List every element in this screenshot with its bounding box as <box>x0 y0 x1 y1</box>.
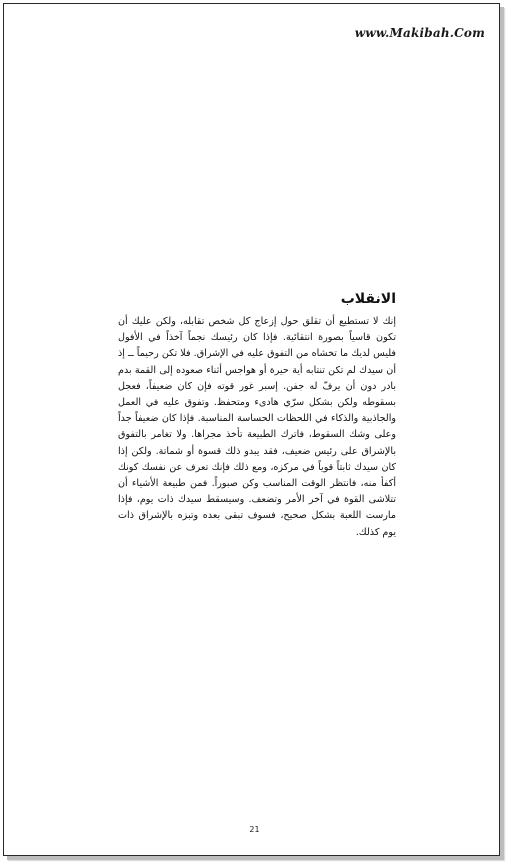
chapter-title: الانقلاب <box>340 291 396 307</box>
book-page <box>3 3 500 856</box>
chapter-section <box>118 290 396 541</box>
page-number: 21 <box>249 825 260 834</box>
chapter-paragraph: إنك لا تستطيع أن تقلق حول إزعاج كل شخص تقابله، ولكن عليك أن تكون قاسياً بصورة انتقائية. فإذا كان رئيسك نجماً آخذاً في الأفول فليس لديك ما تخشاه من التفوق عليه في الإشراق. فلا تكن رحيماً ــ إذ أن سيدك لم تكن تنتابه أية حيرة أو هواجس أثناء صعوده إلى القمة بدم بادر دون أن يرفّ له جفن. إسبر غور قوته فإن كان ضعيفاً، فعجل بسقوطه ولكن بشكل سرّي هادىء ومتحفظ. وتفوق عليه في العمل والجاذبية والذكاء في اللحظات الحساسة المناسبة. فإذا كان ضعيفاً جداً وعلى وشك السقوط، فاترك الطبيعة تأخذ مجراها. ولا تغامر بالتفوق بالإشراق على رئيس ضعيف، فقد يبدو ذلك قسوة أو شماتة. ولكن إذا كان سيدك ثابتاً قوياً في مركزه، ومع ذلك فإنك تعرف عن نفسك كونك أكفأ منه، فانتظر الوقت المناسب وكن صبوراً. فمن طبيعة الأشياء أن تتلاشى القوة في آخر الأمر وتضعف. وسيسقط سيدك ذات يوم، فإذا مارست اللعبة بشكل صحيح، فسوف تبقى بعده وتبزه بالإشراق ذات يوم كذلك. <box>118 316 396 538</box>
site-watermark: www.Makibah.Com <box>354 26 485 40</box>
